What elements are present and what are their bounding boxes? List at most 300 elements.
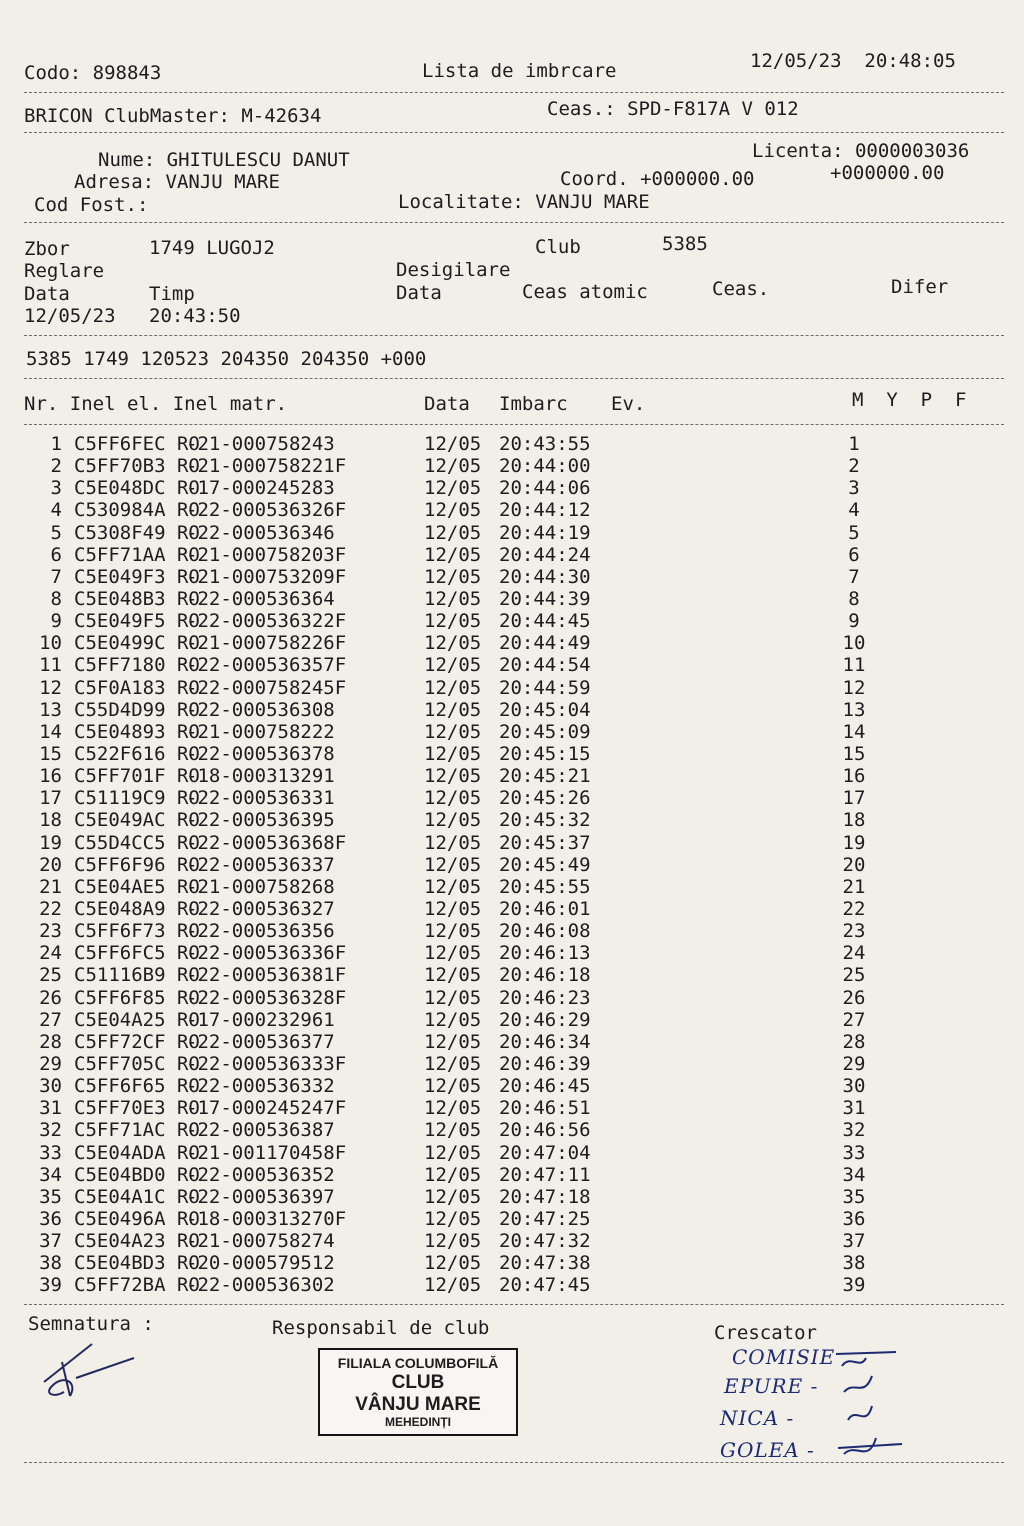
registration-ring: -22-000536326F bbox=[186, 499, 347, 522]
breeder-signature-label: Crescator bbox=[714, 1322, 817, 1344]
table-row bbox=[0, 1252, 1024, 1274]
embark-date: 12/05 bbox=[424, 433, 482, 455]
embark-time: 20:47:18 bbox=[499, 1185, 591, 1208]
embark-date: 12/05 bbox=[424, 742, 482, 765]
electronic-ring: C5E04A25 RO bbox=[74, 1008, 200, 1031]
registration-ring: -18-000313291 bbox=[186, 765, 335, 788]
electronic-ring: C5FF7180 RO bbox=[74, 654, 200, 677]
row-number: 19 bbox=[39, 831, 62, 854]
sequence-m: 2 bbox=[848, 455, 860, 478]
embark-time: 20:44:49 bbox=[499, 632, 591, 655]
electronic-ring: C5F0A183 RO bbox=[74, 676, 200, 699]
row-number: 1 bbox=[50, 433, 62, 455]
electronic-ring: C5FF6FEC RO bbox=[74, 433, 200, 455]
embark-time: 20:47:38 bbox=[499, 1252, 591, 1275]
difference-label: Difer bbox=[891, 276, 949, 298]
registration-ring: -22-000536378 bbox=[186, 742, 335, 765]
handwritten-initials bbox=[830, 1346, 910, 1476]
row-number: 25 bbox=[39, 964, 62, 987]
flight-label: Zbor bbox=[24, 238, 70, 260]
electronic-ring: C55D4D99 RO bbox=[74, 698, 200, 721]
registration-ring: -22-000536397 bbox=[186, 1185, 335, 1208]
handwritten-golea: GOLEA - bbox=[720, 1438, 815, 1462]
table-row bbox=[0, 787, 1024, 809]
electronic-ring: C522F616 RO bbox=[74, 742, 200, 765]
divider bbox=[24, 222, 1004, 223]
electronic-ring: C5E0499C RO bbox=[74, 632, 200, 655]
divider bbox=[24, 378, 1004, 379]
embark-date: 12/05 bbox=[424, 720, 482, 743]
registration-ring: -21-000758226F bbox=[186, 632, 347, 655]
embark-date: 12/05 bbox=[424, 632, 482, 655]
table-row bbox=[0, 1186, 1024, 1208]
handwritten-nica: NICA - bbox=[720, 1406, 795, 1430]
postal-code: Cod Fost.: bbox=[34, 194, 149, 216]
sequence-m: 19 bbox=[842, 831, 866, 854]
electronic-ring: C5FF6F65 RO bbox=[74, 1075, 200, 1098]
row-number: 31 bbox=[39, 1097, 62, 1120]
registration-ring: -22-000536357F bbox=[186, 654, 347, 677]
row-number: 16 bbox=[39, 765, 62, 788]
sequence-m: 21 bbox=[842, 875, 866, 898]
registration-ring: -21-000758222 bbox=[186, 720, 335, 743]
embark-time: 20:44:19 bbox=[499, 521, 591, 544]
electronic-ring: C5FF6FC5 RO bbox=[74, 942, 200, 965]
sequence-m: 29 bbox=[842, 1052, 866, 1075]
sequence-m: 5 bbox=[848, 521, 860, 544]
registration-ring: -22-000536395 bbox=[186, 809, 335, 832]
embark-date: 12/05 bbox=[424, 676, 482, 699]
sequence-m: 34 bbox=[842, 1163, 866, 1186]
embark-date: 12/05 bbox=[424, 1075, 482, 1098]
embark-time: 20:43:55 bbox=[499, 433, 591, 455]
table-row bbox=[0, 1208, 1024, 1230]
embark-time: 20:46:56 bbox=[499, 1119, 591, 1142]
electronic-ring: C5E04BD3 RO bbox=[74, 1252, 200, 1275]
embark-time: 20:46:45 bbox=[499, 1075, 591, 1098]
sequence-m: 20 bbox=[842, 853, 866, 876]
row-number: 33 bbox=[39, 1141, 62, 1164]
embark-time: 20:45:49 bbox=[499, 853, 591, 876]
registration-ring: -21-000758268 bbox=[186, 875, 335, 898]
registration-ring: -17-000232961 bbox=[186, 1008, 335, 1031]
row-number: 30 bbox=[39, 1075, 62, 1098]
embark-date: 12/05 bbox=[424, 654, 482, 677]
sequence-m: 37 bbox=[842, 1230, 866, 1253]
coordinates: Coord. +000000.00 bbox=[560, 168, 755, 190]
table-row bbox=[0, 654, 1024, 676]
divider bbox=[24, 1304, 1004, 1305]
embark-time: 20:44:54 bbox=[499, 654, 591, 677]
row-number: 27 bbox=[39, 1008, 62, 1031]
registration-ring: -22-000536346 bbox=[186, 521, 335, 544]
table-row bbox=[0, 942, 1024, 964]
registration-ring: -21-001170458F bbox=[186, 1141, 347, 1164]
table-row bbox=[0, 920, 1024, 942]
embark-time: 20:44:45 bbox=[499, 610, 591, 633]
registration-ring: -22-000536327 bbox=[186, 897, 335, 920]
electronic-ring: C5E04893 RO bbox=[74, 720, 200, 743]
signature-mark bbox=[30, 1338, 140, 1400]
table-row bbox=[0, 1274, 1024, 1296]
reglare-date: 12/05/23 bbox=[24, 305, 116, 327]
embark-time: 20:47:45 bbox=[499, 1274, 591, 1297]
embark-time: 20:45:21 bbox=[499, 765, 591, 788]
row-number: 38 bbox=[39, 1252, 62, 1275]
registration-ring: -22-000536368F bbox=[186, 831, 347, 854]
sequence-m: 14 bbox=[842, 720, 866, 743]
table-row bbox=[0, 588, 1024, 610]
row-number: 12 bbox=[39, 676, 62, 699]
row-number: 7 bbox=[50, 565, 62, 588]
registration-ring: -22-000536302 bbox=[186, 1274, 335, 1297]
embark-date: 12/05 bbox=[424, 1030, 482, 1053]
embark-time: 20:44:30 bbox=[499, 565, 591, 588]
embark-date: 12/05 bbox=[424, 587, 482, 610]
embark-date: 12/05 bbox=[424, 477, 482, 500]
electronic-ring: C5E04BD0 RO bbox=[74, 1163, 200, 1186]
registration-ring: -22-000536333F bbox=[186, 1052, 347, 1075]
table-row bbox=[0, 499, 1024, 521]
sequence-m: 7 bbox=[848, 565, 860, 588]
row-number: 32 bbox=[39, 1119, 62, 1142]
divider bbox=[24, 424, 1004, 425]
electronic-ring: C5E049F3 RO bbox=[74, 565, 200, 588]
row-number: 39 bbox=[39, 1274, 62, 1297]
registration-ring: -22-000536328F bbox=[186, 986, 347, 1009]
table-row bbox=[0, 566, 1024, 588]
row-number: 37 bbox=[39, 1230, 62, 1253]
club-value: 5385 bbox=[662, 233, 708, 255]
table-row bbox=[0, 809, 1024, 831]
embark-date: 12/05 bbox=[424, 698, 482, 721]
row-number: 9 bbox=[50, 610, 62, 633]
electronic-ring: C5FF72BA RO bbox=[74, 1274, 200, 1297]
clock-label: Ceas. bbox=[712, 278, 770, 300]
table-row bbox=[0, 964, 1024, 986]
table-row bbox=[0, 699, 1024, 721]
clubmaster-id: BRICON ClubMaster: M-42634 bbox=[24, 105, 322, 127]
embark-date: 12/05 bbox=[424, 920, 482, 943]
registration-ring: -22-000536352 bbox=[186, 1163, 335, 1186]
row-number: 28 bbox=[39, 1030, 62, 1053]
stamp-line-4: MEHEDINȚI bbox=[385, 1415, 451, 1429]
registration-ring: -17-000245283 bbox=[186, 477, 335, 500]
table-row bbox=[0, 544, 1024, 566]
sequence-m: 33 bbox=[842, 1141, 866, 1164]
electronic-ring: C5FF705C RO bbox=[74, 1052, 200, 1075]
embark-date: 12/05 bbox=[424, 499, 482, 522]
sequence-m: 4 bbox=[848, 499, 860, 522]
sequence-m: 28 bbox=[842, 1030, 866, 1053]
handwritten-commission: COMISIE bbox=[732, 1345, 836, 1369]
electronic-ring: C5FF6F73 RO bbox=[74, 920, 200, 943]
embark-date: 12/05 bbox=[424, 964, 482, 987]
row-number: 3 bbox=[50, 477, 62, 500]
embark-date: 12/05 bbox=[424, 1141, 482, 1164]
electronic-ring: C5E04A1C RO bbox=[74, 1185, 200, 1208]
embark-time: 20:47:25 bbox=[499, 1207, 591, 1230]
row-number: 34 bbox=[39, 1163, 62, 1186]
unseal-date-label: Data bbox=[396, 282, 442, 304]
table-row bbox=[0, 1031, 1024, 1053]
embark-date: 12/05 bbox=[424, 853, 482, 876]
row-number: 26 bbox=[39, 986, 62, 1009]
date-label: Data bbox=[24, 283, 70, 305]
embark-date: 12/05 bbox=[424, 543, 482, 566]
table-row bbox=[0, 477, 1024, 499]
embark-date: 12/05 bbox=[424, 986, 482, 1009]
document-title: Lista de imbrcare bbox=[422, 60, 617, 82]
electronic-ring: C51116B9 RO bbox=[74, 964, 200, 987]
sequence-m: 15 bbox=[842, 742, 866, 765]
embark-date: 12/05 bbox=[424, 1052, 482, 1075]
handwritten-epure: EPURE - bbox=[724, 1374, 819, 1398]
breeder-address: Adresa: VANJU MARE bbox=[74, 171, 280, 193]
sequence-m: 26 bbox=[842, 986, 866, 1009]
electronic-ring: C55D4CC5 RO bbox=[74, 831, 200, 854]
row-number: 35 bbox=[39, 1185, 62, 1208]
table-row bbox=[0, 455, 1024, 477]
table-row bbox=[0, 832, 1024, 854]
row-number: 5 bbox=[50, 521, 62, 544]
coordinates-second: +000000.00 bbox=[830, 162, 945, 184]
embark-time: 20:46:08 bbox=[499, 920, 591, 943]
embark-time: 20:45:37 bbox=[499, 831, 591, 854]
registration-ring: -17-000245247F bbox=[186, 1097, 347, 1120]
licence-number: Licenta: 0000003036 bbox=[752, 140, 970, 162]
column-header-ring: Nr. Inel el. Inel matr. bbox=[24, 393, 288, 415]
embark-time: 20:46:13 bbox=[499, 942, 591, 965]
sequence-m: 36 bbox=[842, 1207, 866, 1230]
table-row bbox=[0, 632, 1024, 654]
embark-time: 20:45:04 bbox=[499, 698, 591, 721]
embark-date: 12/05 bbox=[424, 831, 482, 854]
divider bbox=[24, 335, 1004, 336]
row-number: 36 bbox=[39, 1207, 62, 1230]
embark-time: 20:44:59 bbox=[499, 676, 591, 699]
embark-date: 12/05 bbox=[424, 610, 482, 633]
embark-time: 20:44:24 bbox=[499, 543, 591, 566]
breeder-name: Nume: GHITULESCU DANUT bbox=[98, 149, 350, 171]
embark-date: 12/05 bbox=[424, 1252, 482, 1275]
flight-value: 1749 LUGOJ2 bbox=[149, 237, 275, 259]
electronic-ring: C5E048A9 RO bbox=[74, 897, 200, 920]
signature-label: Semnatura : bbox=[28, 1313, 154, 1335]
table-row bbox=[0, 522, 1024, 544]
row-number: 17 bbox=[39, 787, 62, 810]
embark-time: 20:46:23 bbox=[499, 986, 591, 1009]
sequence-m: 31 bbox=[842, 1097, 866, 1120]
print-datetime: 12/05/23 20:48:05 bbox=[750, 50, 956, 72]
row-number: 6 bbox=[50, 543, 62, 566]
table-row bbox=[0, 854, 1024, 876]
reglare-label: Reglare bbox=[24, 260, 105, 282]
column-header-mypf: M Y P F bbox=[852, 389, 967, 411]
row-number: 24 bbox=[39, 942, 62, 965]
embark-time: 20:46:01 bbox=[499, 897, 591, 920]
row-number: 11 bbox=[39, 654, 62, 677]
sequence-m: 38 bbox=[842, 1252, 866, 1275]
embark-date: 12/05 bbox=[424, 1163, 482, 1186]
embark-date: 12/05 bbox=[424, 1097, 482, 1120]
embark-date: 12/05 bbox=[424, 897, 482, 920]
row-number: 23 bbox=[39, 920, 62, 943]
row-number: 20 bbox=[39, 853, 62, 876]
embark-time: 20:46:18 bbox=[499, 964, 591, 987]
table-row bbox=[0, 433, 1024, 455]
column-header-embark: Imbarc bbox=[499, 393, 568, 415]
registration-ring: -20-000579512 bbox=[186, 1252, 335, 1275]
electronic-ring: C5FF71AC RO bbox=[74, 1119, 200, 1142]
ring-list bbox=[0, 433, 1024, 1296]
sequence-m: 12 bbox=[842, 676, 866, 699]
divider bbox=[24, 132, 1004, 133]
club-stamp bbox=[318, 1348, 518, 1436]
registration-ring: -22-000536356 bbox=[186, 920, 335, 943]
table-row bbox=[0, 610, 1024, 632]
embark-date: 12/05 bbox=[424, 942, 482, 965]
embark-time: 20:44:00 bbox=[499, 455, 591, 478]
registration-ring: -18-000313270F bbox=[186, 1207, 347, 1230]
club-label: Club bbox=[535, 236, 581, 258]
embark-date: 12/05 bbox=[424, 1008, 482, 1031]
row-number: 13 bbox=[39, 698, 62, 721]
electronic-ring: C5E048DC RO bbox=[74, 477, 200, 500]
electronic-ring: C5E04AE5 RO bbox=[74, 875, 200, 898]
sequence-m: 30 bbox=[842, 1075, 866, 1098]
divider bbox=[24, 1462, 1004, 1463]
embark-time: 20:45:55 bbox=[499, 875, 591, 898]
sequence-m: 13 bbox=[842, 698, 866, 721]
table-row bbox=[0, 1075, 1024, 1097]
row-number: 4 bbox=[50, 499, 62, 522]
sequence-m: 35 bbox=[842, 1185, 866, 1208]
column-header-date: Data bbox=[424, 393, 470, 415]
locality: Localitate: VANJU MARE bbox=[398, 191, 650, 213]
sequence-m: 23 bbox=[842, 920, 866, 943]
registration-ring: -22-000536387 bbox=[186, 1119, 335, 1142]
registration-ring: -22-000536364 bbox=[186, 587, 335, 610]
divider bbox=[24, 92, 1004, 93]
electronic-ring: C5FF6F85 RO bbox=[74, 986, 200, 1009]
sequence-m: 25 bbox=[842, 964, 866, 987]
embark-time: 20:44:12 bbox=[499, 499, 591, 522]
embark-time: 20:46:39 bbox=[499, 1052, 591, 1075]
sequence-m: 11 bbox=[842, 654, 866, 677]
sequence-m: 3 bbox=[848, 477, 860, 500]
embark-date: 12/05 bbox=[424, 1119, 482, 1142]
sequence-m: 17 bbox=[842, 787, 866, 810]
embark-time: 20:47:04 bbox=[499, 1141, 591, 1164]
embark-date: 12/05 bbox=[424, 1185, 482, 1208]
registration-ring: -21-000758274 bbox=[186, 1230, 335, 1253]
electronic-ring: C51119C9 RO bbox=[74, 787, 200, 810]
reglare-time: 20:43:50 bbox=[149, 305, 241, 327]
embark-time: 20:44:06 bbox=[499, 477, 591, 500]
table-row bbox=[0, 1053, 1024, 1075]
electronic-ring: C5FF70B3 RO bbox=[74, 455, 200, 478]
table-row bbox=[0, 1164, 1024, 1186]
electronic-ring: C5FF72CF RO bbox=[74, 1030, 200, 1053]
embark-time: 20:45:15 bbox=[499, 742, 591, 765]
stamp-line-1: FILIALA COLUMBOFILĂ bbox=[337, 1355, 499, 1371]
row-number: 14 bbox=[39, 720, 62, 743]
sequence-m: 24 bbox=[842, 942, 866, 965]
electronic-ring: C5FF70E3 RO bbox=[74, 1097, 200, 1120]
electronic-ring: C5E049AC RO bbox=[74, 809, 200, 832]
sequence-m: 16 bbox=[842, 765, 866, 788]
registration-ring: -22-000536322F bbox=[186, 610, 347, 633]
embark-time: 20:47:32 bbox=[499, 1230, 591, 1253]
embark-date: 12/05 bbox=[424, 875, 482, 898]
registration-ring: -22-000536381F bbox=[186, 964, 347, 987]
electronic-ring: C5E049F5 RO bbox=[74, 610, 200, 633]
sequence-m: 27 bbox=[842, 1008, 866, 1031]
table-row bbox=[0, 1097, 1024, 1119]
sequence-m: 1 bbox=[848, 433, 860, 455]
registration-ring: -21-000758221F bbox=[186, 455, 347, 478]
registration-ring: -21-000753209F bbox=[186, 565, 347, 588]
electronic-ring: C5FF6F96 RO bbox=[74, 853, 200, 876]
electronic-ring: C5FF71AA RO bbox=[74, 543, 200, 566]
embark-time: 20:45:32 bbox=[499, 809, 591, 832]
sequence-m: 8 bbox=[848, 587, 860, 610]
embark-time: 20:46:51 bbox=[499, 1097, 591, 1120]
table-row bbox=[0, 765, 1024, 787]
stamp-line-3: VÂNJU MARE bbox=[355, 1394, 481, 1415]
embark-date: 12/05 bbox=[424, 455, 482, 478]
embark-date: 12/05 bbox=[424, 1207, 482, 1230]
table-row bbox=[0, 1009, 1024, 1031]
table-row bbox=[0, 987, 1024, 1009]
sequence-m: 32 bbox=[842, 1119, 866, 1142]
registration-ring: -22-000536337 bbox=[186, 853, 335, 876]
registration-ring: -22-000536332 bbox=[186, 1075, 335, 1098]
registration-ring: -22-000758245F bbox=[186, 676, 347, 699]
embark-time: 20:46:29 bbox=[499, 1008, 591, 1031]
embark-time: 20:45:26 bbox=[499, 787, 591, 810]
stamp-line-2: CLUB bbox=[391, 1372, 445, 1393]
responsible-label: Responsabil de club bbox=[272, 1317, 490, 1339]
electronic-ring: C5308F49 RO bbox=[74, 521, 200, 544]
embark-date: 12/05 bbox=[424, 1274, 482, 1297]
embark-time: 20:46:34 bbox=[499, 1030, 591, 1053]
row-number: 15 bbox=[39, 742, 62, 765]
table-row bbox=[0, 1119, 1024, 1141]
sequence-m: 9 bbox=[848, 610, 860, 633]
sequence-m: 22 bbox=[842, 897, 866, 920]
embark-time: 20:47:11 bbox=[499, 1163, 591, 1186]
registration-ring: -21-000758243 bbox=[186, 433, 335, 455]
row-number: 18 bbox=[39, 809, 62, 832]
sequence-m: 18 bbox=[842, 809, 866, 832]
electronic-ring: C530984A RO bbox=[74, 499, 200, 522]
row-number: 29 bbox=[39, 1052, 62, 1075]
registration-ring: -22-000536331 bbox=[186, 787, 335, 810]
table-row bbox=[0, 743, 1024, 765]
table-row bbox=[0, 721, 1024, 743]
table-row bbox=[0, 898, 1024, 920]
table-row bbox=[0, 876, 1024, 898]
sequence-m: 39 bbox=[842, 1274, 866, 1297]
embark-time: 20:45:09 bbox=[499, 720, 591, 743]
clock-id: Ceas.: SPD-F817A V 012 bbox=[547, 98, 799, 120]
registration-ring: -22-000536308 bbox=[186, 698, 335, 721]
table-row bbox=[0, 677, 1024, 699]
embark-date: 12/05 bbox=[424, 521, 482, 544]
electronic-ring: C5E048B3 RO bbox=[74, 587, 200, 610]
